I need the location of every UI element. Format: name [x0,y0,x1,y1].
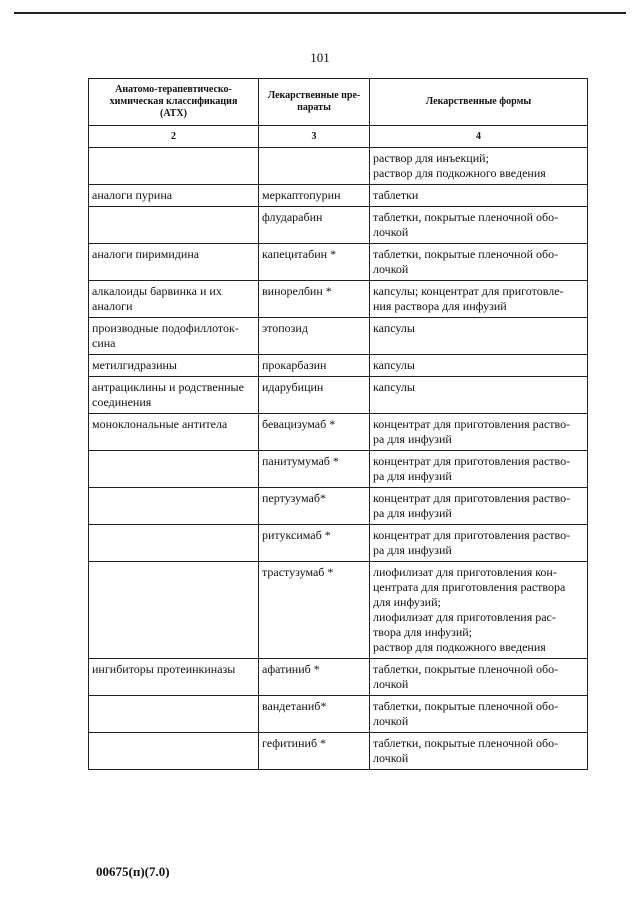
atx-cell [89,733,259,770]
forms-cell [370,355,588,377]
cell-line: аналоги пурина [92,188,173,202]
atx-cell [89,207,259,244]
column-number: 4 [370,126,588,148]
cell-line: концентрат для приготовления раство- [373,528,571,542]
table-row [89,244,588,281]
drug-cell [259,488,370,525]
header-line: (АТХ) [160,108,187,119]
drug-cell [259,244,370,281]
cell-line: прокарбазин [262,358,327,372]
cell-line: идарубицин [262,380,324,394]
cell-line: капсулы [373,358,415,372]
cell-line: лочкой [373,225,409,239]
column-number: 2 [89,126,259,148]
atx-cell [89,185,259,207]
atx-cell [89,414,259,451]
cell-line: таблетки, покрытые пленочной обо- [373,210,559,224]
cell-line: для инфузий; [373,595,441,609]
cell-line: таблетки, покрытые пленочной обо- [373,699,559,713]
table-body [89,148,588,770]
table-row [89,377,588,414]
cell-line: таблетки, покрытые пленочной обо- [373,662,559,676]
header-line: Лекарственные пре- [267,90,361,101]
cell-line: моноклональные антитела [92,417,228,431]
cell-line: лиофилизат для приготовления кон- [373,565,557,579]
table-row [89,562,588,659]
cell-line: флударабин [262,210,323,224]
atx-cell [89,451,259,488]
header-dosage-forms [370,79,588,126]
cell-line: капсулы [373,380,415,394]
cell-line: концентрат для приготовления раство- [373,454,571,468]
cell-line: метилгидразины [92,358,177,372]
cell-line: меркаптопурин [262,188,341,202]
table-row [89,414,588,451]
table-row [89,488,588,525]
cell-line: таблетки [373,188,419,202]
header-drugs [259,79,370,126]
header-atx-classification [89,79,259,126]
cell-line: ритуксимаб * [262,528,331,542]
cell-line: концентрат для приготовления раство- [373,491,571,505]
cell-line: панитумумаб * [262,454,339,468]
forms-cell [370,207,588,244]
atx-cell [89,281,259,318]
cell-line: таблетки, покрытые пленочной обо- [373,247,559,261]
drug-cell [259,207,370,244]
cell-line: центрата для приготовления раствора [373,580,566,594]
forms-cell [370,185,588,207]
cell-line: алкалоиды барвинка и их [92,284,222,298]
drug-cell [259,281,370,318]
table-row [89,318,588,355]
cell-line: антрациклины и родственные [92,380,244,394]
table-row [89,451,588,488]
atx-cell [89,355,259,377]
header-line: Анатомо-терапевтическо- [115,84,232,95]
cell-line: винорелбин * [262,284,332,298]
cell-line: пертузумаб* [262,491,326,505]
forms-cell [370,488,588,525]
cell-line: лиофилизат для приготовления рас- [373,610,556,624]
forms-cell [370,377,588,414]
cell-line: таблетки, покрытые пленочной обо- [373,736,559,750]
cell-line: капецитабин * [262,247,337,261]
drug-cell [259,377,370,414]
atx-cell [89,244,259,281]
header-line: Лекарственные формы [425,96,532,107]
drug-cell [259,414,370,451]
cell-line: капсулы; концентрат для приготовле- [373,284,564,298]
page-number: 101 [310,50,330,65]
table-row [89,148,588,185]
drug-cell [259,525,370,562]
table-row [89,355,588,377]
drug-cell [259,659,370,696]
forms-cell [370,562,588,659]
atx-cell [89,148,259,185]
cell-line: лочкой [373,677,409,691]
table-row [89,525,588,562]
drug-cell [259,355,370,377]
drug-cell [259,148,370,185]
forms-cell [370,244,588,281]
cell-line: твора для инфузий; [373,625,473,639]
cell-line: аналоги пиримидина [92,247,200,261]
cell-line: ра для инфузий [373,543,452,557]
atx-cell [89,488,259,525]
cell-line: раствор для инъекций; [373,151,489,165]
forms-cell [370,525,588,562]
forms-cell [370,281,588,318]
forms-cell [370,696,588,733]
table-row [89,207,588,244]
cell-line: лочкой [373,262,409,276]
atx-cell [89,562,259,659]
table-row [89,281,588,318]
cell-line: ния раствора для инфузий [373,299,507,313]
forms-cell [370,414,588,451]
table-row [89,696,588,733]
cell-line: капсулы [373,321,415,335]
cell-line: гефитиниб * [262,736,327,750]
forms-cell [370,318,588,355]
header-row [89,79,588,126]
table-row [89,659,588,696]
table-header [89,79,588,148]
drug-cell [259,733,370,770]
cell-line: ингибиторы протеинкиназы [92,662,236,676]
cell-line: производные подофиллоток- [92,321,239,335]
forms-cell [370,659,588,696]
cell-line: раствор для подкожного введения [373,166,546,180]
atx-cell [89,659,259,696]
drug-cell [259,696,370,733]
forms-cell [370,733,588,770]
cell-line: соединения [92,395,152,409]
cell-line: лочкой [373,714,409,728]
drug-cell [259,185,370,207]
atx-cell [89,525,259,562]
cell-line: вандетаниб* [262,699,327,713]
cell-line: лочкой [373,751,409,765]
cell-line: этопозид [262,321,308,335]
table-row [89,185,588,207]
atx-cell [89,318,259,355]
cell-line: трастузумаб * [262,565,334,579]
cell-line: афатиниб * [262,662,320,676]
top-rule [14,12,626,14]
cell-line: концентрат для приготовления раство- [373,417,571,431]
header-line: параты [297,102,331,113]
cell-line: сина [92,336,116,350]
forms-cell [370,148,588,185]
header-line: химическая классификация [109,96,238,107]
cell-line: раствор для подкожного введения [373,640,546,654]
atx-cell [89,696,259,733]
drug-cell [259,562,370,659]
atx-cell [89,377,259,414]
cell-line: ра для инфузий [373,469,452,483]
column-number: 3 [259,126,370,148]
cell-line: бевацизумаб * [262,417,336,431]
cell-line: аналоги [92,299,133,313]
cell-line: ра для инфузий [373,432,452,446]
atx-drug-table [88,78,588,770]
column-number-row [89,126,588,148]
cell-line: ра для инфузий [373,506,452,520]
drug-cell [259,451,370,488]
document-code: 00675(п)(7.0) [96,864,170,879]
drug-cell [259,318,370,355]
forms-cell [370,451,588,488]
table-row [89,733,588,770]
